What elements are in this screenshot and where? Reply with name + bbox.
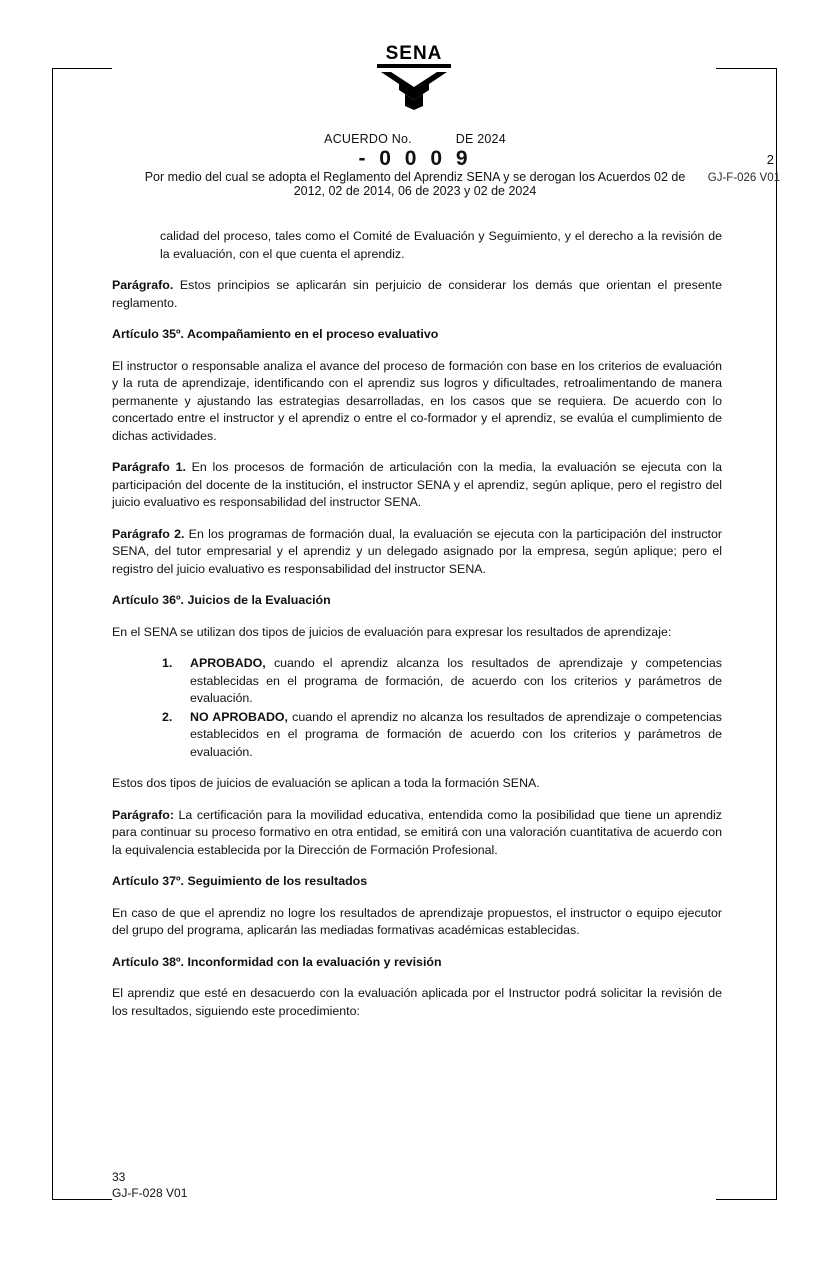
paragrafo-text: Estos principios se aplicarán sin perjuicio de considerar los demás que orientan el presente reglamento.: [112, 278, 722, 310]
acuerdo-subtitle-line1: Por medio del cual se adopta el Reglamento del Aprendiz SENA y se derogan los Acuerdos 02 de: [144, 170, 686, 184]
page-border-left: [52, 68, 53, 1199]
list-item-text: cuando el aprendiz alcanza los resultados de aprendizaje y competencias establecidas en el programa de formación, de acuerdo con los criterios y parámetros de evaluación.: [190, 656, 722, 705]
paragraph-paragrafo-certificacion: [112, 807, 722, 860]
acuerdo-label: ACUERDO No.: [324, 132, 412, 146]
document-footer: [112, 1169, 187, 1201]
acuerdo-date: DE 2024: [455, 132, 506, 146]
acuerdo-line: [110, 132, 720, 146]
paragrafo-certificacion-text: La certificación para la movilidad educativa, entendida como la posibilidad que tiene un aprendiz para continuar su proceso formativo en otra entidad, se emitirá con una valoración cuantitativa de acuerdo con la equivalencia establecida por la Dirección de Formación Profesional.: [112, 807, 722, 857]
page-border-bottom-left: [52, 1199, 112, 1200]
paragraph-continuation: calidad del proceso, tales como el Comité de Evaluación y Seguimiento, y el derecho a la revisión de la evaluación, con el que cuenta el aprendiz.: [160, 229, 722, 261]
document-header: [110, 132, 720, 199]
paragrafo-certificacion-label: Parágrafo:: [112, 807, 174, 822]
paragraph-paragrafo-2: [112, 526, 722, 579]
page-border-right: [776, 68, 777, 1199]
heading-articulo-35: Artículo 35º. Acompañamiento en el proceso evaluativo: [112, 327, 439, 341]
paragraph-paragrafo: [112, 277, 722, 312]
heading-articulo-36: Artículo 36º. Juicios de la Evaluación: [112, 593, 331, 607]
list-item: [162, 709, 722, 762]
paragrafo-1-text: En los procesos de formación de articulación con la media, la evaluación se ejecuta con la participación del docente de la institución, el instructor SENA y el aprendiz, según aplique, pero el registro del juicio evaluativo es responsabilidad del instructor SENA.: [112, 460, 722, 509]
acuerdo-number: - 0 0 0 9: [358, 147, 472, 170]
paragrafo-2-text: En los programas de formación dual, la evaluación se ejecuta con la participación del instructor SENA, del tutor empresarial y el aprendiz y un delegado asignado por la empresa, según aplique; pero el registro del juicio evaluativo es responsabilidad del instructor SENA.: [112, 526, 723, 576]
svg-text:SENA: SENA: [385, 43, 443, 64]
list-item-text: cuando el aprendiz no alcanza los resultados de aprendizaje o competencias establecidos en el programa de formación de acuerdo con los criterios y parámetros de evaluación.: [190, 709, 722, 759]
page-border-bottom-right: [716, 1199, 777, 1200]
juicios-list: [112, 655, 722, 761]
paragrafo-2-label: Parágrafo 2.: [112, 526, 185, 541]
footer-form-code: GJ-F-028 V01: [112, 1186, 188, 1200]
sena-logo: [359, 42, 469, 110]
page-border-top-left: [52, 68, 112, 69]
paragraph-juicios-aplican: Estos dos tipos de juicios de evaluación se aplican a toda la formación SENA.: [112, 776, 540, 790]
footer-page-number: 33: [112, 1170, 126, 1184]
acuerdo-subtitle-line2: 2012, 02 de 2014, 06 de 2023 y 02 de 2024: [293, 184, 537, 198]
heading-articulo-37: Artículo 37º. Seguimiento de los resultados: [112, 874, 368, 888]
list-item-term: NO APROBADO,: [190, 709, 288, 724]
paragraph-articulo-36-intro: En el SENA se utilizan dos tipos de juicios de evaluación para expresar los resultados de aprendizaje:: [112, 624, 672, 639]
paragraph-articulo-35-body: El instructor o responsable analiza el avance del proceso de formación con base en los criterios de evaluación y la ruta de aprendizaje, identificando con el aprendiz sus logros y dificultades, retroalimentando de manera permanente y ajustando las estrategias desarrolladas, en los casos que se requiera. De acuerdo con lo concertado entre el instructor y el aprendiz o entre el co-formador y el aprendiz, se evalúa el cumplimiento de dichas actividades.: [112, 358, 722, 443]
page-number-header: 2: [766, 152, 774, 167]
document-body: [112, 228, 722, 1034]
list-item-number: 2.: [162, 709, 173, 724]
paragrafo-1-label: Parágrafo 1.: [112, 460, 186, 474]
page-border-top-right: [716, 68, 777, 69]
list-item: [162, 655, 722, 708]
paragraph-paragrafo-1: [112, 459, 722, 512]
form-code-header: GJ-F-026 V01: [707, 172, 780, 184]
paragraph-articulo-38-body: El aprendiz que esté en desacuerdo con la evaluación aplicada por el Instructor podrá solicitar la revisión de los resultados, siguiendo este procedimiento:: [112, 986, 722, 1018]
heading-articulo-38: Artículo 38º. Inconformidad con la evaluación y revisión: [112, 954, 442, 969]
list-item-number: 1.: [162, 656, 173, 670]
list-item-term: APROBADO,: [190, 656, 266, 670]
paragraph-articulo-37-body: En caso de que el aprendiz no logre los resultados de aprendizaje propuestos, el instructor o equipo ejecutor del grupo del programa, aplicarán las mediadas formativas académicas establecidas.: [112, 905, 722, 937]
paragrafo-label: Parágrafo.: [112, 278, 174, 292]
